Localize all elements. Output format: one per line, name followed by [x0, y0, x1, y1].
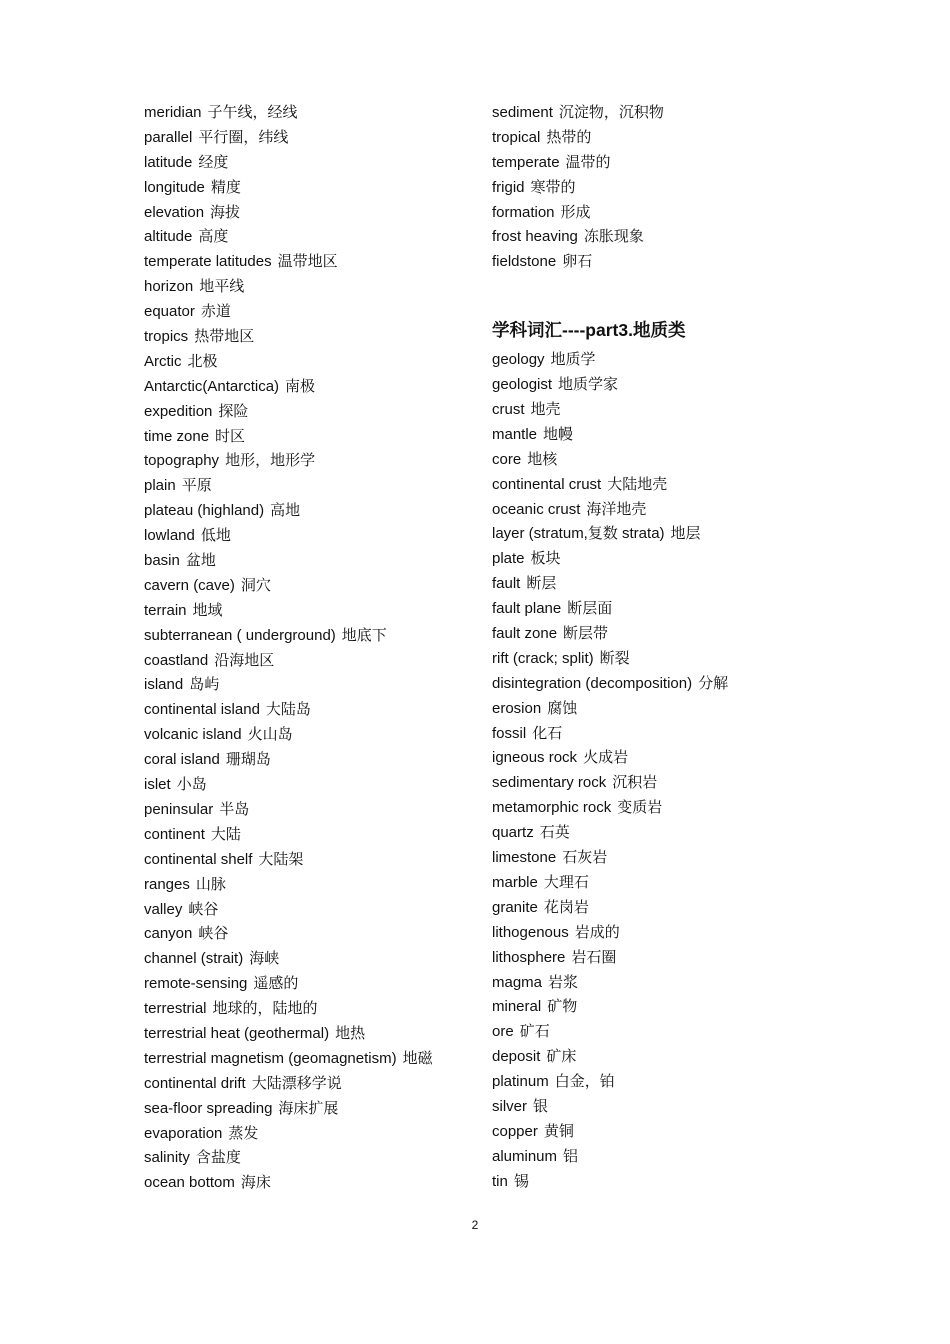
vocab-entry	[144, 624, 474, 649]
english-term: magma	[492, 973, 543, 991]
vocab-entry	[492, 1145, 822, 1170]
chinese-translation: 热带地区	[194, 328, 255, 346]
chinese-translation: 银	[533, 1097, 549, 1115]
english-term: salinity	[144, 1149, 190, 1167]
english-term: Antarctic(Antarctica)	[144, 377, 280, 395]
english-term: subterranean ( underground)	[144, 626, 336, 644]
chinese-translation: 沉淀物，沉积物	[558, 104, 664, 121]
right-vocabulary-column	[492, 101, 822, 1195]
english-term: time zone	[144, 427, 210, 445]
chinese-translation: 地层	[670, 525, 701, 543]
english-term: limestone	[492, 849, 557, 867]
chinese-translation: 腐蚀	[547, 699, 578, 717]
english-term: marble	[492, 873, 538, 891]
english-term: tin	[492, 1172, 508, 1190]
vocab-entry	[492, 672, 822, 697]
vocab-entry	[144, 898, 474, 923]
english-term: platinum	[492, 1073, 549, 1091]
english-term: frost heaving	[492, 228, 578, 246]
chinese-translation: 地质学	[550, 351, 596, 369]
vocab-entry	[144, 1097, 474, 1122]
chinese-translation: 子午线，经线	[207, 104, 298, 121]
vocab-entry	[144, 250, 474, 275]
chinese-translation: 火山岛	[247, 726, 293, 744]
chinese-translation: 平行圈，纬线	[198, 128, 289, 146]
english-term: lithogenous	[492, 923, 569, 941]
vocab-entry	[144, 524, 474, 549]
chinese-translation: 北极	[187, 352, 218, 370]
english-term: channel (strait)	[144, 950, 244, 968]
vocab-entry	[492, 771, 822, 796]
chinese-translation: 变质岩	[617, 799, 663, 817]
vocab-entry	[144, 599, 474, 624]
english-term: geologist	[492, 376, 553, 394]
chinese-translation: 地域	[192, 601, 223, 619]
english-term: crust	[492, 401, 525, 419]
vocab-entry	[492, 398, 822, 423]
english-term: evaporation	[144, 1124, 223, 1142]
vocab-entry	[144, 549, 474, 574]
vocab-entry	[144, 1171, 474, 1196]
vocab-entry	[144, 673, 474, 698]
vocab-entry	[144, 126, 474, 151]
english-term: continent	[144, 825, 205, 843]
english-term: core	[492, 450, 522, 468]
vocab-entry	[492, 796, 822, 821]
vocab-entry	[492, 348, 822, 373]
chinese-translation: 海拔	[210, 203, 241, 221]
vocab-entry	[144, 350, 474, 375]
vocab-entry	[144, 997, 474, 1022]
chinese-translation: 形成	[560, 203, 591, 221]
vocab-entry	[492, 597, 822, 622]
chinese-translation: 断层面	[567, 600, 613, 618]
english-term: lithosphere	[492, 948, 566, 966]
english-term: fossil	[492, 724, 527, 742]
english-term: frigid	[492, 178, 525, 196]
vocab-entry	[144, 922, 474, 947]
english-term: oceanic crust	[492, 500, 581, 518]
chinese-translation: 大陆架	[258, 850, 304, 868]
english-term: Arctic	[144, 352, 182, 370]
section-gap	[492, 275, 822, 312]
english-term: expedition	[144, 402, 213, 420]
vocab-entry	[144, 1022, 474, 1047]
chinese-translation: 地磁	[402, 1049, 433, 1067]
chinese-translation: 大陆岛	[265, 701, 311, 719]
chinese-translation: 高度	[198, 228, 229, 246]
chinese-translation: 峡谷	[188, 900, 219, 918]
chinese-translation: 海床	[240, 1174, 271, 1192]
chinese-translation: 地球的，陆地的	[212, 1000, 318, 1018]
english-term: silver	[492, 1097, 528, 1115]
english-term: copper	[492, 1122, 538, 1140]
english-term: tropical	[492, 128, 541, 146]
chinese-translation: 地底下	[341, 626, 387, 644]
chinese-translation: 黄铜	[543, 1122, 574, 1140]
section-heading: 学科词汇----part3.地质类	[492, 320, 686, 341]
vocab-entry	[144, 1146, 474, 1171]
vocab-entry	[492, 498, 822, 523]
chinese-translation: 白金，铂	[554, 1073, 615, 1091]
english-term: continental crust	[492, 475, 602, 493]
chinese-translation: 矿石	[519, 1023, 550, 1041]
vocab-entry	[144, 449, 474, 474]
vocab-entry	[144, 425, 474, 450]
chinese-translation: 精度	[210, 178, 241, 196]
vocab-entry	[492, 1120, 822, 1145]
vocab-entry	[144, 499, 474, 524]
chinese-translation: 山脉	[195, 875, 226, 893]
right-bottom-list	[492, 348, 822, 1194]
vocab-entry	[492, 647, 822, 672]
vocab-entry	[492, 995, 822, 1020]
chinese-translation: 断层带	[563, 625, 609, 643]
vocab-entry	[492, 722, 822, 747]
english-term: equator	[144, 303, 195, 321]
english-term: horizon	[144, 278, 194, 296]
vocab-entry	[144, 574, 474, 599]
english-term: plate	[492, 550, 525, 568]
english-term: longitude	[144, 178, 205, 196]
english-term: volcanic island	[144, 726, 242, 744]
vocab-entry	[144, 1072, 474, 1097]
chinese-translation: 海峡	[249, 950, 280, 968]
chinese-translation: 矿物	[547, 998, 578, 1016]
vocab-entry	[144, 848, 474, 873]
english-term: meridian	[144, 104, 202, 121]
english-term: parallel	[144, 128, 193, 146]
vocab-entry	[492, 697, 822, 722]
vocab-entry	[492, 373, 822, 398]
chinese-translation: 冻胀现象	[583, 228, 644, 246]
english-term: granite	[492, 898, 538, 916]
vocab-entry	[492, 151, 822, 176]
chinese-translation: 锡	[513, 1172, 529, 1190]
chinese-translation: 盆地	[185, 552, 216, 570]
chinese-translation: 时区	[215, 427, 246, 445]
chinese-translation: 遥感的	[253, 975, 299, 993]
vocab-entry	[492, 971, 822, 996]
chinese-translation: 海洋地壳	[586, 500, 647, 518]
english-term: fault	[492, 575, 521, 593]
english-term: elevation	[144, 203, 205, 221]
vocab-entry	[492, 473, 822, 498]
english-term: cavern (cave)	[144, 576, 235, 594]
english-term: terrain	[144, 601, 187, 619]
english-term: sea-floor spreading	[144, 1099, 273, 1117]
vocab-entry	[144, 947, 474, 972]
chinese-translation: 石英	[539, 824, 570, 842]
chinese-translation: 分解	[698, 674, 729, 692]
vocab-entry	[144, 823, 474, 848]
chinese-translation: 温带地区	[277, 253, 338, 271]
english-term: temperate	[492, 153, 560, 171]
english-term: mantle	[492, 425, 538, 443]
chinese-translation: 岛屿	[189, 676, 220, 694]
vocab-entry	[492, 821, 822, 846]
chinese-translation: 大理石	[543, 873, 589, 891]
english-term: altitude	[144, 228, 193, 246]
chinese-translation: 矿床	[546, 1048, 577, 1066]
right-top-list	[492, 101, 822, 275]
vocab-entry	[144, 474, 474, 499]
vocab-entry	[144, 176, 474, 201]
vocab-entry	[492, 201, 822, 226]
chinese-translation: 化石	[532, 724, 563, 742]
english-term: latitude	[144, 153, 193, 171]
vocab-entry	[492, 1095, 822, 1120]
chinese-translation: 洞穴	[240, 576, 271, 594]
vocab-entry	[492, 126, 822, 151]
vocab-entry	[492, 1020, 822, 1045]
chinese-translation: 地质学家	[558, 376, 619, 394]
vocab-entry	[492, 176, 822, 201]
vocab-entry	[144, 151, 474, 176]
english-term: continental shelf	[144, 850, 253, 868]
chinese-translation: 热带的	[546, 128, 592, 146]
english-term: aluminum	[492, 1147, 558, 1165]
vocab-entry	[144, 723, 474, 748]
chinese-translation: 断层	[526, 575, 557, 593]
chinese-translation: 峡谷	[198, 925, 229, 943]
english-term: continental drift	[144, 1074, 246, 1092]
vocab-entry	[492, 871, 822, 896]
vocab-entry	[492, 101, 822, 126]
vocab-entry	[492, 250, 822, 275]
chinese-translation: 经度	[198, 153, 229, 171]
english-term: formation	[492, 203, 555, 221]
chinese-translation: 地核	[527, 450, 558, 468]
english-term: fault plane	[492, 600, 562, 618]
vocab-entry	[492, 846, 822, 871]
english-term: terrestrial	[144, 1000, 207, 1018]
english-term: continental island	[144, 701, 260, 719]
english-term: fault zone	[492, 625, 558, 643]
vocab-entry	[144, 201, 474, 226]
english-term: rift (crack; split)	[492, 649, 594, 667]
chinese-translation: 海床扩展	[278, 1099, 339, 1117]
vocab-entry	[144, 798, 474, 823]
vocab-entry	[492, 921, 822, 946]
vocab-entry	[492, 1170, 822, 1195]
english-term: deposit	[492, 1048, 541, 1066]
vocab-entry	[492, 1045, 822, 1070]
english-term: remote-sensing	[144, 975, 248, 993]
chinese-translation: 温带的	[565, 153, 611, 171]
chinese-translation: 大陆漂移学说	[251, 1074, 342, 1092]
vocab-entry	[144, 873, 474, 898]
english-term: coastland	[144, 651, 209, 669]
chinese-translation: 平原	[181, 477, 212, 495]
english-term: plain	[144, 477, 176, 495]
english-term: sediment	[492, 104, 553, 121]
vocab-entry	[144, 649, 474, 674]
vocab-entry	[144, 748, 474, 773]
english-term: ocean bottom	[144, 1174, 235, 1192]
english-term: canyon	[144, 925, 193, 943]
vocab-entry	[144, 300, 474, 325]
vocab-entry	[492, 622, 822, 647]
left-vocabulary-column	[144, 101, 474, 1196]
english-term: valley	[144, 900, 183, 918]
english-term: ore	[492, 1023, 514, 1041]
vocab-entry	[144, 773, 474, 798]
english-term: sedimentary rock	[492, 774, 607, 792]
chinese-translation: 大陆地壳	[607, 475, 668, 493]
english-term: igneous rock	[492, 749, 578, 767]
chinese-translation: 半岛	[219, 800, 250, 818]
vocab-entry	[144, 275, 474, 300]
english-term: topography	[144, 452, 220, 470]
chinese-translation: 南极	[285, 377, 316, 395]
chinese-translation: 花岗岩	[543, 898, 589, 916]
english-term: disintegration (decomposition)	[492, 674, 693, 692]
chinese-translation: 高地	[270, 502, 301, 520]
english-term: tropics	[144, 328, 189, 346]
english-term: ranges	[144, 875, 190, 893]
vocab-entry	[144, 972, 474, 997]
chinese-translation: 沉积岩	[612, 774, 658, 792]
english-term: metamorphic rock	[492, 799, 612, 817]
chinese-translation: 地壳	[530, 401, 561, 419]
chinese-translation: 石灰岩	[562, 849, 608, 867]
chinese-translation: 含盐度	[195, 1149, 241, 1167]
english-term: erosion	[492, 699, 542, 717]
english-term: mineral	[492, 998, 542, 1016]
vocab-entry	[144, 1122, 474, 1147]
chinese-translation: 地平线	[199, 278, 245, 296]
english-term: terrestrial magnetism (geomagnetism)	[144, 1049, 397, 1067]
vocab-entry	[492, 1070, 822, 1095]
vocab-entry	[492, 896, 822, 921]
chinese-translation: 蒸发	[228, 1124, 259, 1142]
page-number: 2	[471, 1218, 479, 1232]
chinese-translation: 寒带的	[530, 178, 576, 196]
vocab-entry	[144, 225, 474, 250]
english-term: peninsular	[144, 800, 214, 818]
chinese-translation: 火成岩	[583, 749, 629, 767]
english-term: terrestrial heat (geothermal)	[144, 1024, 330, 1042]
english-term: plateau (highland)	[144, 502, 265, 520]
vocab-entry	[492, 746, 822, 771]
chinese-translation: 铝	[563, 1147, 579, 1165]
english-term: layer (stratum,复数 strata)	[492, 525, 665, 543]
vocab-entry	[144, 400, 474, 425]
chinese-translation: 大陆	[210, 825, 241, 843]
chinese-translation: 岩浆	[548, 973, 579, 991]
chinese-translation: 沿海地区	[214, 651, 275, 669]
vocab-entry	[144, 698, 474, 723]
chinese-translation: 赤道	[200, 303, 231, 321]
english-term: temperate latitudes	[144, 253, 272, 271]
chinese-translation: 岩石圈	[571, 948, 617, 966]
vocab-entry	[492, 946, 822, 971]
vocab-entry	[492, 572, 822, 597]
english-term: coral island	[144, 751, 220, 769]
chinese-translation: 低地	[200, 527, 231, 545]
vocab-entry	[144, 1047, 474, 1072]
english-term: geology	[492, 351, 545, 369]
vocab-entry	[144, 101, 474, 126]
english-term: lowland	[144, 527, 195, 545]
vocab-entry	[492, 225, 822, 250]
chinese-translation: 岩成的	[574, 923, 620, 941]
chinese-translation: 卵石	[562, 253, 593, 271]
english-term: islet	[144, 776, 171, 794]
chinese-translation: 小岛	[176, 776, 207, 794]
chinese-translation: 断裂	[599, 649, 630, 667]
english-term: fieldstone	[492, 253, 557, 271]
vocab-entry	[144, 325, 474, 350]
chinese-translation: 地幔	[543, 425, 574, 443]
chinese-translation: 板块	[530, 550, 561, 568]
chinese-translation: 探险	[218, 402, 249, 420]
english-term: quartz	[492, 824, 534, 842]
vocab-entry	[492, 522, 822, 547]
vocab-entry	[492, 448, 822, 473]
english-term: island	[144, 676, 184, 694]
vocab-entry	[492, 423, 822, 448]
vocab-entry	[144, 375, 474, 400]
chinese-translation: 地热	[335, 1024, 366, 1042]
chinese-translation: 地形，地形学	[225, 452, 316, 470]
chinese-translation: 珊瑚岛	[225, 751, 271, 769]
vocab-entry	[492, 547, 822, 572]
english-term: basin	[144, 552, 180, 570]
